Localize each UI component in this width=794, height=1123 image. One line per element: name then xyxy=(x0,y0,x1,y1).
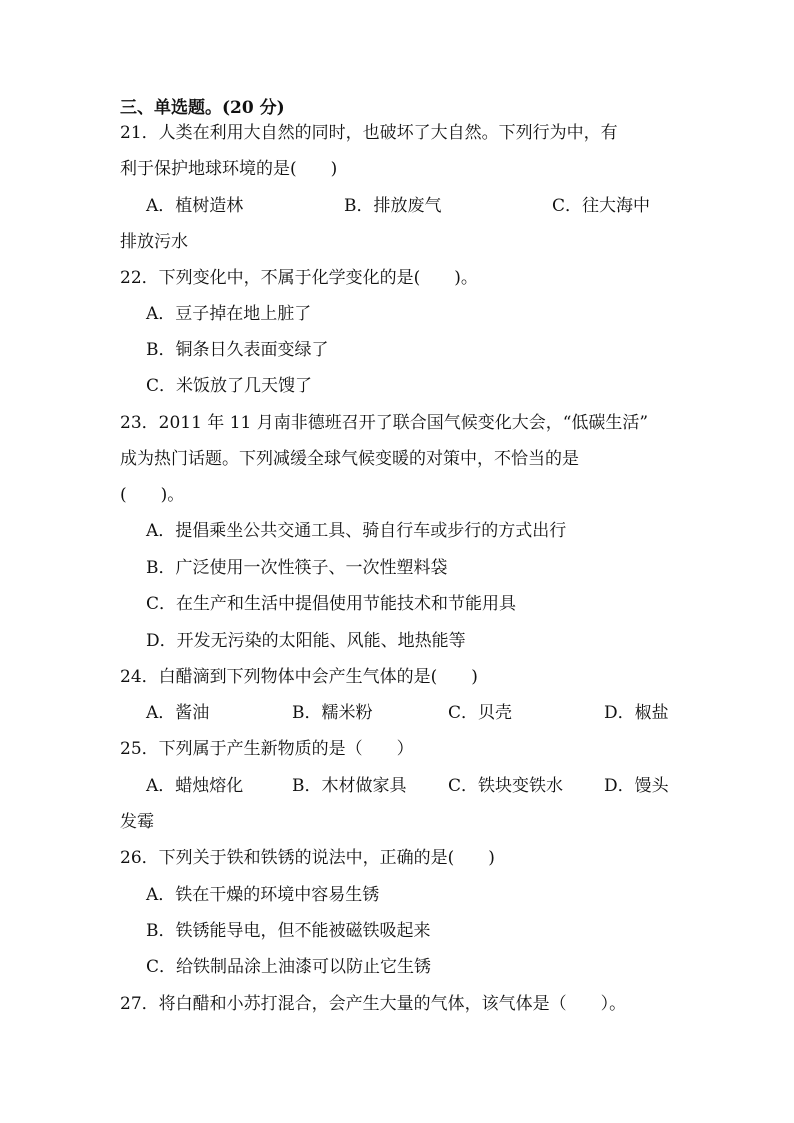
option-c: C．米饭放了几天馊了 xyxy=(146,376,313,396)
option-c: C．在生产和生活中提倡使用节能技术和节能用具 xyxy=(146,594,517,614)
option-c: C．铁块变铁水 xyxy=(448,776,564,796)
option-b: B．糯米粉 xyxy=(292,703,373,723)
question-stem-line: 25．下列属于产生新物质的是（ ） xyxy=(120,739,414,759)
question-stem-line: 24．白醋滴到下列物体中会产生气体的是( ) xyxy=(120,667,478,687)
question-stem-line: 22．下列变化中，不属于化学变化的是( )。 xyxy=(120,268,478,288)
question-stem-line: ( )。 xyxy=(120,485,185,505)
question-stem-line: 21．人类在利用大自然的同时，也破坏了大自然。下列行为中，有 xyxy=(120,123,618,143)
option-a: A．蜡烛熔化 xyxy=(146,776,244,796)
option-continuation: 发霉 xyxy=(120,812,154,832)
option-b: B．排放废气 xyxy=(344,196,442,216)
option-a: A．铁在干燥的环境中容易生锈 xyxy=(146,885,380,905)
option-b: B．铜条日久表面变绿了 xyxy=(146,340,329,360)
option-d: D．椒盐 xyxy=(604,703,669,723)
question-stem-line: 利于保护地球环境的是( ) xyxy=(120,159,338,179)
option-a: A．酱油 xyxy=(146,703,210,723)
question-stem-line: 26．下列关于铁和铁锈的说法中，正确的是( ) xyxy=(120,848,495,868)
option-c: C．给铁制品涂上油漆可以防止它生锈 xyxy=(146,957,432,977)
option-d: D．开发无污染的太阳能、风能、地热能等 xyxy=(146,631,466,651)
option-b: B．木材做家具 xyxy=(292,776,407,796)
option-b: B．广泛使用一次性筷子、一次性塑料袋 xyxy=(146,558,448,578)
question-stem-line: 成为热门话题。下列减缓全球气候变暖的对策中，不恰当的是 xyxy=(120,449,579,469)
question-stem-line: 23．2011 年 11 月南非德班召开了联合国气候变化大会，“低碳生活” xyxy=(120,413,649,433)
option-b: B．铁锈能导电，但不能被磁铁吸起来 xyxy=(146,921,431,941)
option-a: A．提倡乘坐公共交通工具、骑自行车或步行的方式出行 xyxy=(146,521,567,541)
option-a: A．豆子掉在地上脏了 xyxy=(146,304,312,324)
option-d: D．馒头 xyxy=(604,776,669,796)
option-c: C．往大海中 xyxy=(552,196,651,216)
option-a: A．植树造林 xyxy=(146,196,244,216)
section-title: 三、单选题。(20 分) xyxy=(120,98,285,118)
option-c: C．贝壳 xyxy=(448,703,513,723)
question-stem-line: 27．将白醋和小苏打混合，会产生大量的气体，该气体是（ ）。 xyxy=(120,994,627,1014)
option-continuation: 排放污水 xyxy=(120,232,188,252)
